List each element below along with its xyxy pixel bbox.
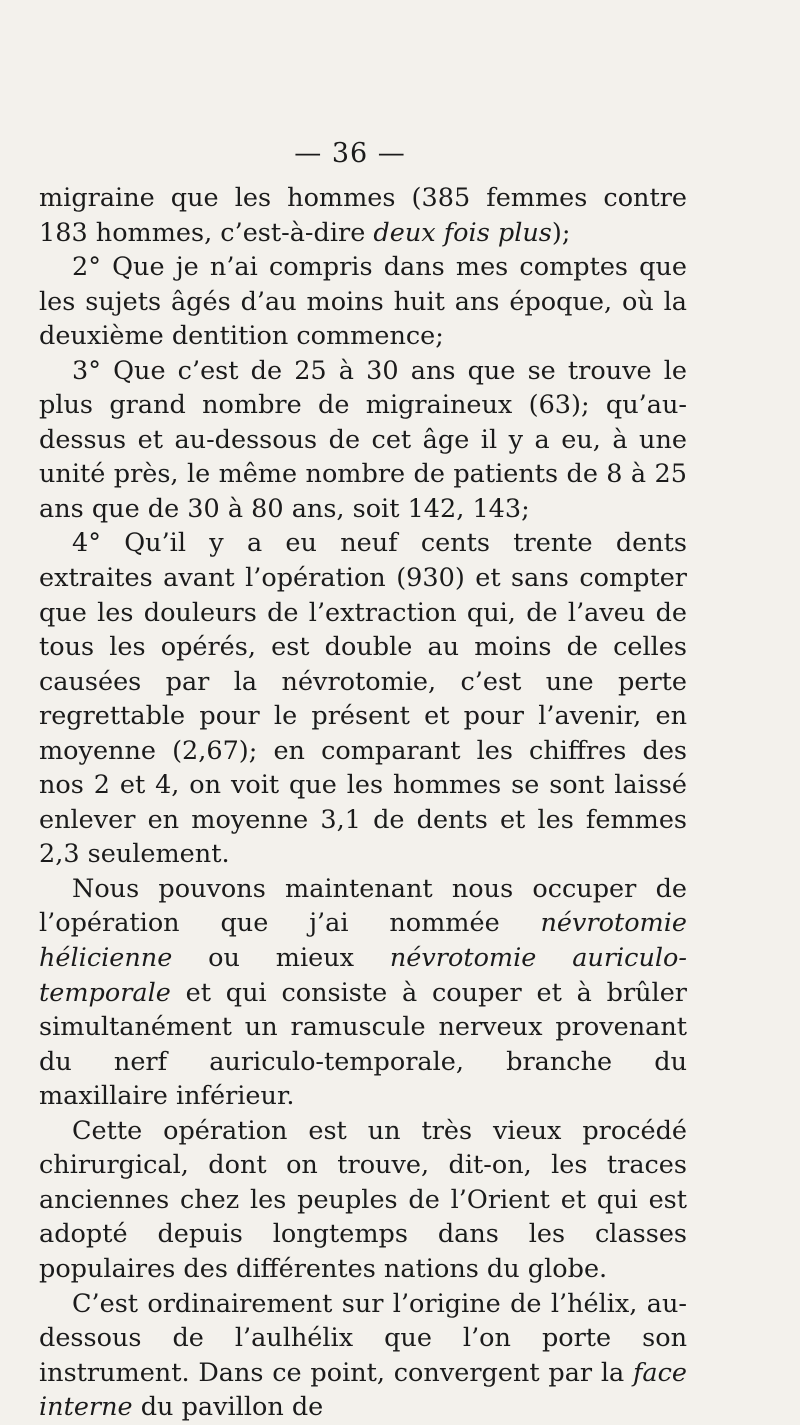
paragraph-2: [39, 250, 687, 354]
italic-text: névrotomie auriculo-temporale: [39, 943, 687, 1008]
text-run: Nous pouvons maintenant nous occuper de l’opération que j’ai nommée: [39, 873, 687, 939]
italic-text: névrotomie hélicienne: [39, 908, 687, 974]
italic-text: face interne: [39, 1357, 687, 1423]
paragraph-5: [39, 872, 687, 1114]
italic-text: deux fois plus: [373, 217, 552, 248]
paragraph-6: [39, 1114, 687, 1287]
text-run: C’est ordinairement sur l’origine de l’hélix, au-dessous de l’aulhélix que l’on porte son instrument. Dans ce point, convergent par la: [39, 1288, 687, 1388]
text-run: migraine que les hommes (385 femmes contre 183 hommes, c’est-à-dire: [39, 183, 687, 248]
paragraph-4: [39, 526, 687, 871]
page-number: — 36 —: [294, 138, 406, 169]
text-run: );: [551, 217, 571, 248]
paragraph-3: [39, 354, 687, 527]
paragraph-1: [39, 181, 687, 250]
text-run: 3° Que c’est de 25 à 30 ans que se trouve le plus grand nombre de migraineux (63); qu’au-dessus et au-dessous de cet âge il y a eu, à une unité près, le même nombre de patients de 8 à 25 ans que de 30 à 80 ans, soit 142, 143;: [39, 355, 687, 524]
text-run: et qui consiste à couper et à brûler simultanément un ramuscule nerveux provenant du nerf auriculo-temporale, branche du maxillaire inférieur.: [39, 977, 687, 1112]
text-run: ou mieux: [172, 943, 390, 974]
text-run: 2° Que je n’ai compris dans mes comptes que les sujets âgés d’au moins huit ans époque, où la deuxième dentition commence;: [39, 252, 687, 352]
paragraph-7: [39, 1287, 687, 1425]
text-run: 4° Qu’il y a eu neuf cents trente dents extraites avant l’opération (930) et sans compter que les douleurs de l’extraction qui, de l’aveu de tous les opérés, est double au moins de celles causées par la névrotomie, c’est une perte regrettable pour le présent et pour l’avenir, en moyenne (2,67); en comparant les chiffres des nos 2 et 4, on voit que les hommes se sont laissé enlever en moyenne 3,1 de dents et les femmes 2,3 seulement.: [39, 528, 687, 870]
text-run: du pavillon de: [132, 1392, 324, 1423]
page-text: [39, 181, 687, 1425]
text-run: Cette opération est un très vieux procédé chirurgical, dont on trouve, dit-on, les traces anciennes chez les peuples de l’Orient et qui est adopté depuis longtemps dans les classes populaires des différentes nations du globe.: [39, 1115, 687, 1284]
